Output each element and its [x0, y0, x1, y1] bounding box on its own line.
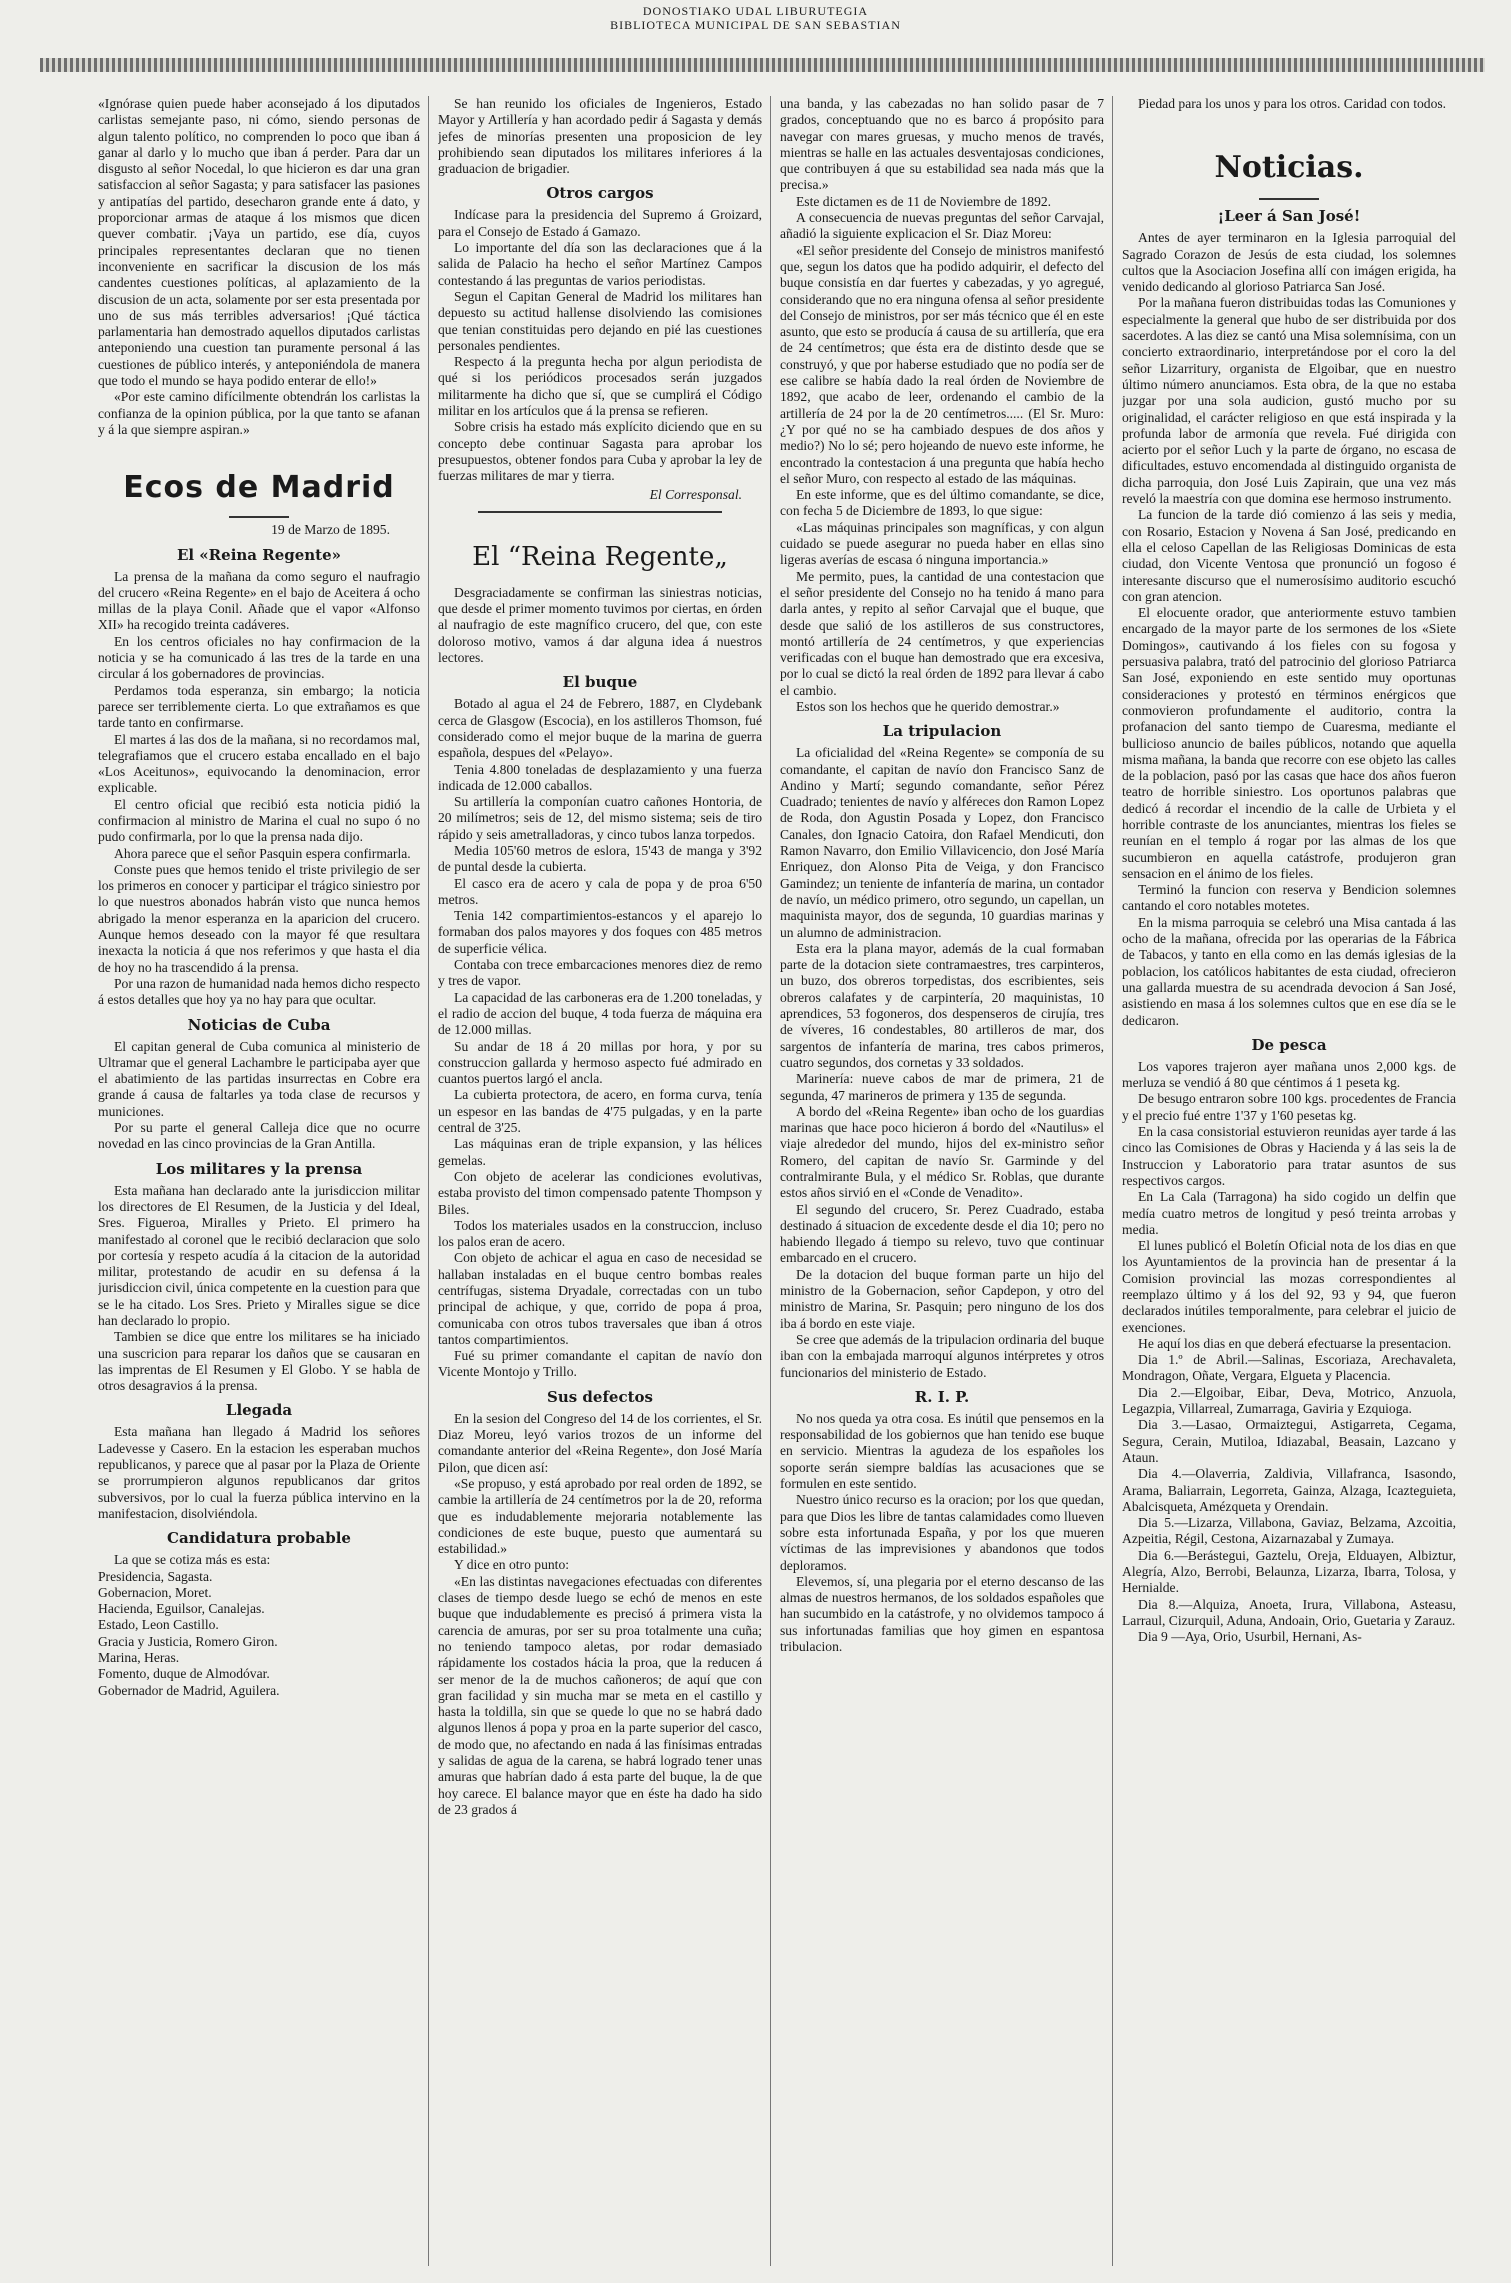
paragraph: El elocuente orador, que anteriormente estuvo tambien encargado de la mayor parte de los sermones de los «Siete Domingos», cautivando á los fieles con su fogosa y persuasiva palabra, trató del patrocinio del glorioso Patriarca San José, exponiendo en este sentido muy oportunas consideraciones y protestó en términos enérgicos que conmovieron profundamente el auditorio, contra la profanacion del santo tiempo de Cuaresma, mediante el bullicioso anuncio de bailes públicos, notando que aquella misma mañana, la banda que recorre con ese objeto las calles de la poblacion, pasó por las casas que hace dos años fueron teatro de horrible siniestro. Los oportunos palabras que dedicó á recordar el incendio de la calle de Urbieta y el horrible contraste de los anunciantes, mientras los fieles se reunían en el templo á rogar por las almas de los que sucumbieron en aquella catástrofe, produjeron gran sensacion en el ánimo de los fieles. [1122, 605, 1456, 881]
paragraph: Su artillería la componían cuatro cañones Hontoria, de 20 milímetros; seis de 12, del mismo sistema; seis de tiro rápido y seis ametralladoras, y cinco tubos lanza torpedos. [438, 794, 762, 842]
list-item: Marina, Heras. [98, 1650, 180, 1666]
paragraph: Segun el Capitan General de Madrid los militares han depuesto su actitud hallense disolviendo las comisiones que tenian constituidas pero dejando en pié las cuestiones personales pendientes. [438, 288, 762, 353]
paragraph: Lo importante del día son las declaraciones que á la salida de Palacio ha hecho el señor Martínez Campos contestando á las preguntas de varios periodistas. [438, 240, 762, 288]
paragraph: Y dice en otro punto: [454, 1557, 570, 1573]
list-item: Gobernador de Madrid, Aguilera. [98, 1682, 280, 1698]
paragraph: La cubierta protectora, de acero, en forma curva, tenía un espesor en las bandas de 4'75 pulgadas, y en la parte central de 3'25. [438, 1087, 762, 1136]
paragraph: No nos queda ya otra cosa. Es inútil que pensemos en la responsabilidad de los gobiernos que han tenido ese buque en servicio. Mientras la agudeza de los españoles los soporte serán siempre baldías las acusaciones que se formulen en este sentido. [780, 1410, 1104, 1492]
paragraph: Sobre crisis ha estado más explícito diciendo que en su concepto debe continuar Sagasta para aprobar los presupuestos, obtener fondos para Cuba y aprobar la ley de fuerzas militares de mar y tierra. [438, 419, 762, 484]
paragraph: Las máquinas eran de triple expansion, y las hélices gemelas. [438, 1136, 762, 1168]
signature: El Corresponsal. [649, 486, 742, 502]
paragraph: En la misma parroquia se celebró una Misa cantada á las ocho de la mañana, ofrecida por las operarias de la Fábrica de Tabacos, y tanto en ella como en las demás iglesias de la poblacion, los católicos habitantes de esta ciudad, ofrecieron una gallarda muestra de su acendrada devocion á San José, asistiendo en masa á los solemnes cultos que en ese día se le dedicaron. [1122, 914, 1456, 1028]
divider [229, 516, 289, 518]
paragraph: Por su parte el general Calleja dice que no ocurre novedad en las cinco provincias de la Gran Antilla. [98, 1120, 420, 1152]
paragraph: Elevemos, sí, una plegaria por el eterno descanso de las almas de nuestros hermanos, de los soldados españoles que han sucumbido en la catástrofe, y no olvidemos tampoco á sus infortunadas familias que hoy gimen en espantosa tribulacion. [780, 1573, 1104, 1655]
subheading: El buque [562, 673, 638, 692]
archive-header-line2: BIBLIOTECA MUNICIPAL DE SAN SEBASTIAN [610, 18, 901, 32]
paragraph: Todos los materiales usados en la construccion, incluso los palos eran de acero. [438, 1217, 762, 1250]
paragraph: En La Cala (Tarragona) ha sido cogido un delfin que medía cuatro metros de longitud y pesó treinta arrobas y media. [1122, 1189, 1456, 1237]
divider [478, 511, 722, 513]
paragraph: Perdamos toda esperanza, sin embargo; la noticia parece ser terriblemente cierta. Lo que extrañamos es que tarde tanto en confirmarse. [98, 682, 420, 731]
subheading: R. I. P. [914, 1387, 970, 1406]
column-separator [770, 96, 771, 2266]
paragraph: Fué su primer comandante el capitan de navío don Vicente Montojo y Trillo. [438, 1348, 762, 1380]
subheading: Llegada [225, 1401, 293, 1420]
subheading: ¡Leer á San José! [1217, 207, 1361, 226]
paragraph: «En las distintas navegaciones efectuadas con diferentes clases de tiempo desde luego se echó de menos en este buque que indudablemente es precisó á primera vista la carencia de amuras, por ser su proa totalmente una cuña; no teniendo tampoco aletas, por rodar demasiado rápidamente los costados hácia la proa, que la reducen á ser menor de la de muchos cañoneros; de aquí que con gran facilidad y sin mucha mar se meta en el castillo y hasta la toldilla, sin que se quede lo que no se habrá dado algunos llenos á popa y proa en la parte superior del casco, de modo que, no afectando en nada á las finísimas entradas y salidas de agua de la carena, se habrá logrado tener unas amuras que habrían dado á esta parte del buque, la de que hoy carece. El balance mayor que en éste ha dado ha sido de 23 grados á [438, 1573, 762, 1817]
paragraph: Se cree que además de la tripulacion ordinaria del buque iban con la embajada marroquí algunos intérpretes y otros funcionarios del ministerio de Estado. [780, 1331, 1104, 1380]
paragraph: Antes de ayer terminaron en la Iglesia parroquial del Sagrado Corazon de Jesús de esta ciudad, los solemnes cultos que la Asociacion Josefina allí con imágen erigida, ha venido dedicando al glorioso Patriarca San José. [1122, 230, 1456, 295]
paragraph: Con objeto de acelerar las condiciones evolutivas, estaba provisto del timon compensado patente Thompson y Biles. [438, 1168, 762, 1217]
paragraph: En este informe, que es del último comandante, se dice, con fecha 5 de Diciembre de 1893, lo que sigue: [780, 487, 1104, 519]
paragraph: A consecuencia de nuevas preguntas del señor Carvajal, añadió la siguiente explicacion el Sr. Diaz Moreu: [780, 210, 1104, 242]
paragraph: Indícase para la presidencia del Supremo á Groizard, para el Consejo de Estado á Gamazo. [438, 207, 762, 239]
paragraph: «Por este camino difícilmente obtendrán los carlistas la confianza de la opinion pública, por la que tanto se afanan y á la que siempre aspiran.» [98, 389, 420, 437]
column-1 [98, 96, 420, 2271]
paragraph: La oficialidad del «Reina Regente» se componía de su comandante, el capitan de navío don Francisco Sanz de Andino y Martí; segundo comandante, señor Pérez Cuadrado; tenientes de navío y alféreces don Ramon Lopez de Roda, don Agustin Posada y Lopez, don Francisco Canales, don Ignacio Catoira, don Rafael Mendicuti, don Ramon Navarro, don Emilio Villavicencio, don José María Enriquez, don Alonso Pita de Veiga, y don Francisco Gamindez; un teniente de infantería de marina, un contador de navío, un médico primero, otro segundo, un capellan, un maquinista mayor, dos de segunda, 10 guardias marinas y un alumno de administracion. [780, 745, 1104, 940]
paragraph: El martes á las dos de la mañana, si no recordamos mal, telegrafiamos que el crucero estaba encallado en el bajo «Los Aceitunos», equivocando la denominacion, error explicable. [98, 731, 420, 796]
masthead-rule [40, 58, 1485, 72]
paragraph: El centro oficial que recibió esta noticia pidió la confirmacion al ministro de Marina el cual no supo ó no pudo confirmarla, por lo que la prensa nada dijo. [98, 796, 420, 845]
list-item: Hacienda, Eguilsor, Canalejas. [98, 1601, 265, 1617]
paragraph: Esta era la plana mayor, además de la cual formaban parte de la dotacion siete contramaestres, tres carpinteros, un buzo, dos obreros torpedistas, dos escribientes, seis obreros calafates y de carpintería, 20 maquinistas, 10 aprendices, 53 fogoneros, dos despenseros de cirujía, tres de víveres, 16 condestables, 80 artilleros de mar, dos sargentos de infantería de marina, tres cabos primeros, cuatro segundos, dos cornetas y 33 soldados. [780, 940, 1104, 1070]
paragraph: Terminó la funcion con reserva y Bendicion solemnes cantando el coro notables motetes. [1122, 882, 1456, 914]
paragraph: Este dictamen es de 11 de Noviembre de 1892. [796, 193, 1052, 209]
list-item: Dia 8.—Alquiza, Anoeta, Irura, Villabona, Asteasu, Larraul, Cizurquil, Aduna, Andoain, Orio, Guetaria y Zarauz. [1122, 1596, 1456, 1628]
paragraph: En la casa consistorial estuvieron reunidas ayer tarde á las cinco las Comisiones de Obras y Hacienda y á las seis la de Instruccion y Laboratorio para tratar asuntos de sus respectivos cargos. [1122, 1124, 1456, 1188]
paragraph: Respecto á la pregunta hecha por algun periodista de qué si los periódicos procesados serán juzgados militarmente ha dicho que sí, que se cumplirá el Código militar en los artículos que á la prensa se refieren. [438, 354, 762, 419]
divider [1259, 198, 1319, 200]
archive-header-line1: DONOSTIAKO UDAL LIBURUTEGIA [642, 4, 869, 18]
list-item: Dia 3.—Lasao, Ormaiztegui, Astigarreta, Cegama, Segura, Cerain, Mutiloa, Idiazabal, Beasain, Lazcano y Ataun. [1122, 1417, 1456, 1465]
paragraph: «El señor presidente del Consejo de ministros manifestó que, segun los datos que ha podido adquirir, el defecto del buque consistía en dar fuertes y cabezadas, y yo agregué, considerando que no era ninguna ofensa al señor presidente del Consejo de ministros, por ser más técnico que él en este asunto, que esto se producía á causa de su artillería, que era de 24 centímetros; que ésta era de distinto desde que se construyó, y que por haberse estudiado que no podía ser de ese calibre se había dado la real órden de Noviembre de 1892, que acabo de leer, ordenando el cambio de la artillería de 24 por la de 20 centímetros..... (El Sr. Muro: ¿Y por qué no se ha cambiado despues de dos años y medio?) No lo sé; pero hojeando de nuevo este informe, he encontrado la contestacion á una pregunta que había hecho el señor Muro, con respecto al estado de las máquinas. [780, 242, 1104, 486]
paragraph: Se han reunido los oficiales de Ingenieros, Estado Mayor y Artillería y han acordado pedir á Sagasta y demás jefes de minorías presenten una proposicion de ley prohibiendo sean diputados los militares inferiores á la graduacion de brigadier. [438, 96, 762, 177]
list-item: Dia 2.—Elgoibar, Eibar, Deva, Motrico, Anzuola, Legazpia, Villarreal, Zumarraga, Gaviria y Ezquioga. [1122, 1384, 1456, 1417]
list-item: Dia 5.—Lizarza, Villabona, Gaviaz, Belzama, Azcoitia, Azpeitia, Régil, Cestona, Aizarnazabal y Zumaya. [1122, 1515, 1456, 1547]
archive-header [0, 0, 1511, 60]
paragraph: Marinería: nueve cabos de mar de primera, 21 de segunda, 47 marineros de primera y 135 de segunda. [780, 1071, 1104, 1103]
paragraph: Nuestro único recurso es la oracion; por los que quedan, para que Dios les libre de tantas calamidades como llueven sobre esta infortunada España, y por los que mueren víctimas de las imprevisiones y abandonos que todos deploramos. [780, 1492, 1104, 1573]
paragraph: En los centros oficiales no hay confirmacion de la noticia y se ha comunicado á las tres de la tarde en una circular á los gobernadores de provincias. [98, 633, 420, 682]
paragraph: De la dotacion del buque forman parte un hijo del ministro de la Gobernacion, señor Capdepon, y otro del ministro de Marina, Sr. Pasquin; pero ninguno de los dos iba á bordo en este viaje. [780, 1266, 1104, 1331]
paragraph: Los vapores trajeron ayer mañana unos 2,000 kgs. de merluza se vendió á 80 que céntimos á 1 peseta kg. [1122, 1058, 1456, 1091]
list-item: Fomento, duque de Almodóvar. [98, 1666, 270, 1682]
paragraph: La que se cotiza más es esta: [114, 1552, 271, 1568]
paragraph: Ahora parece que el señor Pasquin espera confirmarla. [114, 845, 411, 861]
paragraph: Botado al agua el 24 de Febrero, 1887, en Clydebank cerca de Glasgow (Escocia), en los astilleros Thomson, fué considerado como el mejor buque de la marina de guerra española, despues del «Pelayo». [438, 696, 762, 761]
column-separator [428, 96, 429, 2266]
section-title-noticias: Noticias. [1214, 150, 1364, 186]
subheading: Noticias de Cuba [187, 1015, 331, 1034]
subheading: La tripulacion [882, 722, 1002, 741]
paragraph: El capitan general de Cuba comunica al ministerio de Ultramar que el general Lachambre le participaba ayer que el abatimiento de las partidas insurrectas en Cobre era grande á causa de faltarles ya toda clase de recursos y municiones. [98, 1038, 420, 1119]
paragraph: Contaba con trece embarcaciones menores diez de remo y tres de vapor. [438, 957, 762, 989]
subheading: Los militares y la prensa [155, 1159, 363, 1178]
column-separator [1112, 96, 1113, 2266]
paragraph: «Se propuso, y está aprobado por real orden de 1892, se cambie la artillería de 24 centímetros por la de 20, reforma que es indudablemente mejoraria notablemente las condiciones de este buque, puesto que aumentará su estabilidad.» [438, 1475, 762, 1557]
paragraph: una banda, y las cabezadas no han solido pasar de 7 grados, conceptuando que no es barco á propósito para navegar con mares gruesas, y mucho menos de través, mientras se halle en las actuales desventajosas condiciones, que contribuyen á que su estabilidad sea nada más que la precisa.» [780, 96, 1104, 193]
list-item: Estado, Leon Castillo. [98, 1617, 219, 1633]
paragraph: He aquí los dias en que deberá efectuarse la presentacion. [1138, 1335, 1452, 1351]
list-item: Dia 6.—Berástegui, Gaztelu, Oreja, Elduayen, Albiztur, Alegría, Alzo, Berrobi, Belaunza, Lizarza, Ibarra, Tolosa, y Hernialde. [1122, 1547, 1456, 1596]
paragraph: A bordo del «Reina Regente» iban ocho de los guardias marinas que hace poco hicieron á bordo del «Nautilus» el viaje alrededor del mundo, hijos del ex-ministro señor Romero, del capitan de navío Sr. Garminde y del contralmirante Bula, y el médico Sr. Roblas, que durante estos años sirvió en el «Conde de Venadito». [780, 1103, 1104, 1201]
paragraph: Piedad para los unos y para los otros. Caridad con todos. [1138, 96, 1447, 111]
subheading: De pesca [1251, 1035, 1327, 1054]
paragraph: La prensa de la mañana da como seguro el naufragio del crucero «Reina Regente» en el bajo de Aceitera á ocho millas de la playa Conil. Añade que el vapor «Alfonso XII» ha recogido treinta cadáveres. [98, 568, 420, 633]
list-item: Gracia y Justicia, Romero Giron. [98, 1633, 278, 1649]
paragraph: «Ignórase quien puede haber aconsejado á los diputados carlistas semejante paso, ni cómo, siendo personas de algun talento político, no comprenden lo poco que iban á ganar al darlo y lo mucho que iban á perder. Para dar un disgusto al señor Nocedal, lo que hicieron es dar una gran satisfaccion al señor Sagasta; y para satisfacer las pasiones y antipatías del partido, desecharon grande ente á dato, y proporcionar armas de ataque á los mismos que dicen quever combatir. ¡Vaya un partido, ese día, cuyos principales representantes declaran que no tienen inconveniente en sacrificar la discusion de los más candentes cuestiones políticas, al aplazamiento de la discusion de un acta, solamente por ser esta presentada por uno de sus más terribles adversarios! ¡Qué táctica parlamentaria han demostrado aquellos diputados carlistas anteponiendo una cuestion tan puramente personal á las cuestiones de público interés, y anteponiéndola de manera que todo el mundo se haya podido enterar de ello!» [98, 96, 420, 389]
subheading: Candidatura probable [167, 1529, 351, 1548]
column-3 [780, 96, 1104, 2271]
paragraph: Conste pues que hemos tenido el triste privilegio de ser los primeros en conocer y participar el trágico siniestro por lo que nuestros abonados habrán visto que nunca hemos abrigado la menor esperanza en la aparicion del crucero. Aunque hemos deseado con la mayor fé que resultara inexacta la noticia á que nos referimos y que hasta el dia de hoy no ha trascendido á la prensa. [98, 861, 420, 975]
paragraph: Estos son los hechos que he querido demostrar.» [796, 698, 1060, 714]
column-2 [438, 96, 762, 2271]
paragraph: Su andar de 18 á 20 millas por hora, y por su construccion gallarda y hermoso aspecto fué admirado en cuantos puertos largó el ancla. [438, 1038, 762, 1087]
article-title-reina-regente: El “Reina Regente„ [472, 541, 728, 572]
column-4 [1122, 96, 1456, 2271]
paragraph: Media 105'60 metros de eslora, 15'43 de manga y 3'92 de puntal desde la cubierta. [438, 842, 762, 875]
paragraph: El casco era de acero y cala de popa y de proa 6'50 metros. [438, 875, 762, 907]
paragraph: Me permito, pues, la cantidad de una contestacion que el señor presidente del Consejo no ha tenido á mano para darla antes, y repito al señor Carvajal que el buque, que desde que salió de los astilleros de sus constructores, montó artillería de 24 centímetros, y que experiencias verificadas con el buque han demostrado que era excesiva, por lo cual se dictó la real órden de 1892 para llevar á cabo el cambio. [780, 568, 1104, 698]
paragraph: Desgraciadamente se confirman las siniestras noticias, que desde el primer momento tuvimos por ciertas, en órden al naufragio de este magnífico crucero, del que, con este doloroso motivo, vamos á dar alguna idea á nuestros lectores. [438, 584, 762, 666]
section-title-ecos-de-madrid: Ecos de Madrid [123, 470, 395, 506]
dateline: 19 de Marzo de 1895. [271, 522, 390, 538]
paragraph: Por una razon de humanidad nada hemos dicho respecto á estos detalles que hoy ya no hay para que ocultar. [98, 975, 420, 1008]
paragraph: La capacidad de las carboneras era de 1.200 toneladas, y el radio de accion del buque, 4 toda fuerza de máquina era de 12.000 millas. [438, 989, 762, 1038]
paragraph: Esta mañana han declarado ante la jurisdiccion militar los directores de El Resumen, de la Justicia y del Ideal, Sres. Figueroa, Miralles y Prieto. El primero ha manifestado al coronel que le recibió declaracion que solo por cortesía y respeto acudía á la citacion de la autoridad militar, protestando de acudir en su defensa á la jurisdiccion civil, única competente en la cuestion para que se le ha citado. Los Sres. Prieto y Miralles sigue se dice han declarado lo propio. [98, 1182, 420, 1328]
list-item: Gobernacion, Moret. [98, 1584, 212, 1600]
paragraph: El lunes publicó el Boletín Oficial nota de los dias en que los Ayuntamientos de la provincia han de presentar á la Comision provincial las mozas correspondientes al reemplazo último y á los del 92, 93 y 94, que fueron declarados inútiles temporalmente, para celebrar el juicio de exenciones. [1122, 1238, 1456, 1335]
paragraph: De besugo entraron sobre 100 kgs. procedentes de Francia y el precio fué entre 1'37 y 1'60 pesetas kg. [1122, 1091, 1456, 1123]
paragraph: Tambien se dice que entre los militares se ha iniciado una suscricion para reparar los daños que se causaran en las imprentas de El Resumen y El Globo. Y se habla de otros desagravios á la prensa. [98, 1329, 420, 1394]
paragraph: «Las máquinas principales son magníficas, y con algun cuidado se puede asegurar no pueda haber en ellas sino ligeras averías de escasa ó ninguna importancia.» [780, 519, 1104, 568]
paragraph: Con objeto de achicar el agua en caso de necesidad se hallaban instaladas en el buque centro bombas reales centrífugas, sistema Dryadale, correctadas con un tubo principal de achique, y que, corrido de popa á proa, comunicaba con otros tubos traversales que iban á otros tantos compartimientos. [438, 1250, 762, 1347]
subheading: El «Reina Regente» [176, 545, 342, 564]
paragraph: Esta mañana han llegado á Madrid los señores Ladevesse y Casero. En la estacion les esperaban muchos republicanos, y parece que al pasar por la Plaza de Oriente se prorrumpieron algunos republicanos dar gritos subversivos, por lo cual la fuerza pública intervino en la manifestacion, disolviéndola. [98, 1424, 420, 1521]
list-item: Dia 4.—Olaverria, Zaldivia, Villafranca, Isasondo, Arama, Baliarrain, Legorreta, Gainza, Alzaga, Icazteguieta, Abalcisqueta, Amézqueta y Orendain. [1122, 1466, 1456, 1514]
paragraph: La funcion de la tarde dió comienzo á las seis y media, con Rosario, Estacion y Novena á San José, predicando en ella el celoso Capellan de las Religiosas Dominicas de esta ciudad, don Vicente Ventosa que pronunció un fogoso é interesante discurso que el numerosísimo auditorio escuchó con gran atencion. [1122, 507, 1456, 604]
paragraph: Por la mañana fueron distribuidas todas las Comuniones y especialmente la general que hubo de ser distribuida por dos sacerdotes. A las diez se cantó una Misa solemnísima, con un concierto extraordinario, interpretándose por el coro la del señor Lizarritury, organista de Elgoibar, que en nuestro último número anunciamos. Esta obra, de la que no estaba juzgar por una sola audicion, gustó mucho por su originalidad, el carácter religioso en que está inspirada y la profunda labor de armonía que revela. Fué dirigida con acierto por el señor Luch y la parte de órgano, no escasa de dificultades, estuvo encomendada al distinguido organista de dicha parroquia, don José Luis Zapirain, que una vez más reveló la maestría con que domina ese hermoso instrumento. [1122, 295, 1456, 507]
paragraph: Tenia 4.800 toneladas de desplazamiento y una fuerza indicada de 12.000 caballos. [438, 761, 762, 793]
list-item: Dia 1.º de Abril.—Salinas, Escoriaza, Arechavaleta, Mondragon, Oñate, Vergara, Elgueta y Placencia. [1122, 1352, 1456, 1384]
list-item: Presidencia, Sagasta. [98, 1568, 213, 1584]
paragraph: El segundo del crucero, Sr. Perez Cuadrado, estaba destinado á situacion de excedente desde el dia 10; pero no habiendo llegado á tiempo su relevo, tuvo que continuar embarcado en el crucero. [780, 1201, 1104, 1266]
list-item: Dia 9 —Aya, Orio, Usurbil, Hernani, As- [1138, 1629, 1362, 1645]
paragraph: En la sesion del Congreso del 14 de los corrientes, el Sr. Diaz Moreu, leyó varios trozos de un informe del comandante anterior del «Reina Regente», don José María Pilon, que dicen así: [438, 1410, 762, 1475]
subheading: Sus defectos [547, 1387, 653, 1406]
subheading: Otros cargos [546, 184, 654, 203]
paragraph: Tenia 142 compartimientos-estancos y el aparejo lo formaban dos palos mayores y dos foques con 485 metros de superficie vélica. [438, 908, 762, 956]
